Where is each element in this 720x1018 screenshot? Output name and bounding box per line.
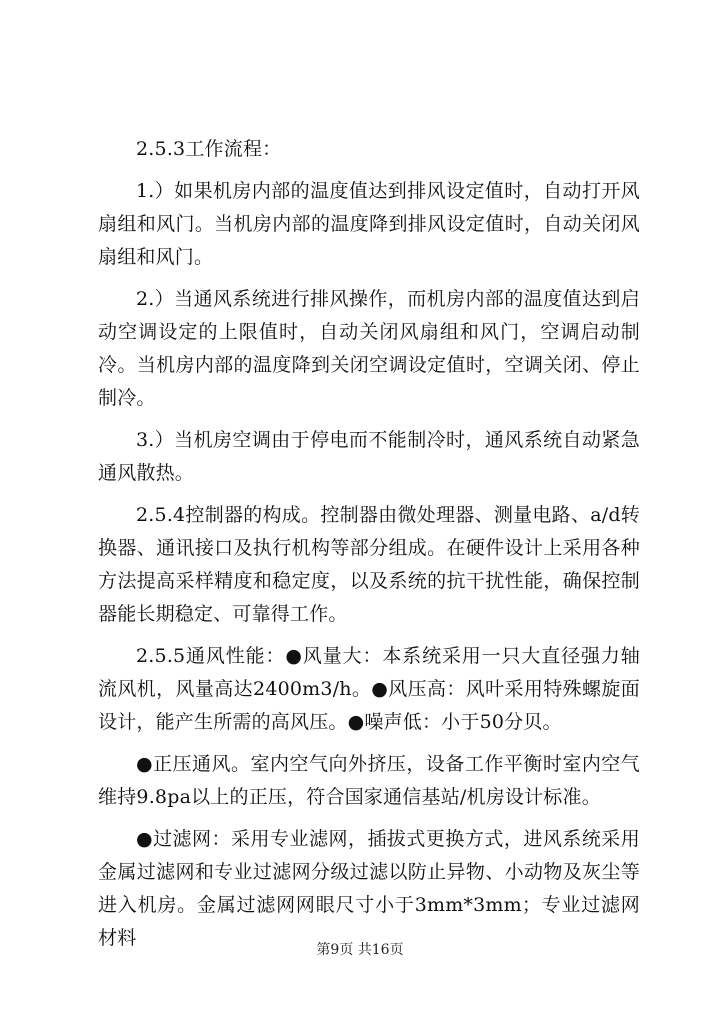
page-footer: 第9页 共16页 (316, 942, 404, 958)
paragraph-controller-composition: 2.5.4控制器的构成。控制器由微处理器、测量电路、a/d转换器、通讯接口及执行机构等部分组成。在硬件设计上采用各种方法提高采样精度和稳定度，以及系统的抗干扰性能，确保控制器能长期稳定、可靠得工作。 (98, 504, 640, 625)
paragraph-step-2: 2.）当通风系统进行排风操作，而机房内部的温度值达到启动空调设定的上限值时，自动关闭风扇组和风门，空调启动制冷。当机房内部的温度降到关闭空调设定值时，空调关闭、停止制冷。 (98, 288, 640, 409)
section-heading-2-5-3: 2.5.3工作流程： (136, 138, 282, 160)
paragraph-filter: ●过滤网：采用专业滤网，插拔式更换方式，进风系统采用金属过滤网和专业过滤网分级过滤以防止异物、小动物及灰尘等进入机房。金属过滤网网眼尺寸小于3mm*3mm；专业过滤网材料 (98, 828, 640, 949)
paragraph-ventilation-performance: 2.5.5通风性能：●风量大：本系统采用一只大直径强力轴流风机，风量高达2400m3/h。●风压高：风叶采用特殊螺旋面设计，能产生所需的高风压。●噪声低：小于50分贝。 (98, 645, 640, 733)
paragraph-step-3: 3.）当机房空调由于停电而不能制冷时，通风系统自动紧急通风散热。 (98, 429, 640, 484)
document-body (98, 133, 640, 964)
paragraph-positive-pressure: ●正压通风。室内空气向外挤压，设备工作平衡时室内空气维持9.8pa以上的正压，符合国家通信基站/机房设计标准。 (98, 753, 640, 808)
paragraph-step-1: 1.）如果机房内部的温度值达到排风设定值时，自动打开风扇组和风门。当机房内部的温度降到排风设定值时，自动关闭风扇组和风门。 (98, 180, 640, 268)
